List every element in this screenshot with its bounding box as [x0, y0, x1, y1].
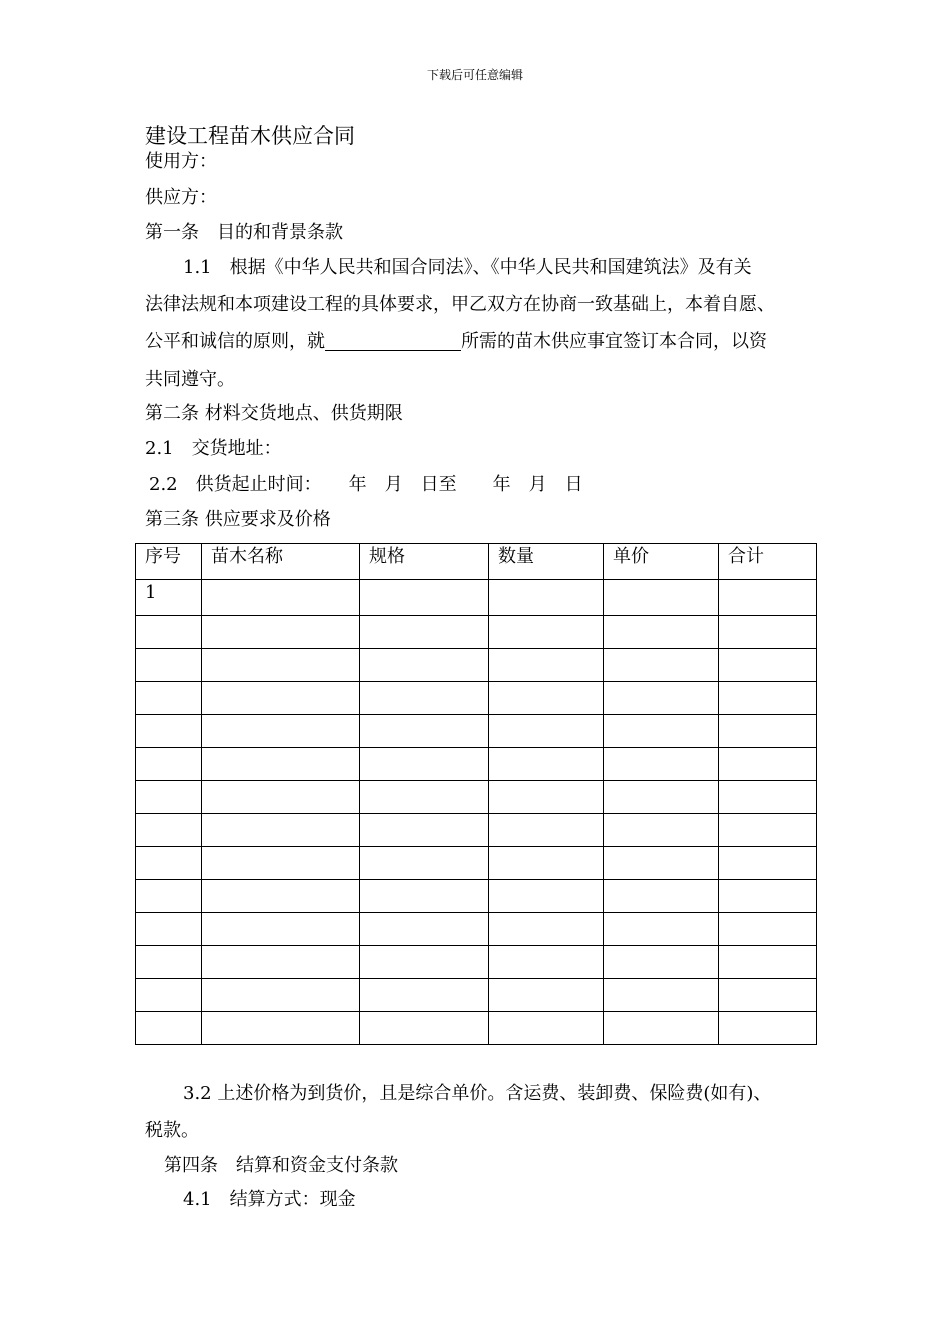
table-row: [136, 913, 817, 946]
table-cell: 1: [136, 580, 202, 616]
table-cell: [202, 979, 360, 1012]
table-row: [136, 715, 817, 748]
table-cell: [202, 649, 360, 682]
project-name-blank: [325, 332, 461, 351]
document-title: 建设工程苗木供应合同: [145, 124, 355, 148]
table-header-cell: 单价: [604, 544, 719, 580]
table-cell: [719, 913, 817, 946]
table-row: [136, 616, 817, 649]
clause-4-1: 4.1 结算方式：现金: [183, 1189, 356, 1210]
table-cell: [604, 748, 719, 781]
table-row: [136, 946, 817, 979]
table-cell: [489, 580, 604, 616]
table-cell: [604, 616, 719, 649]
table-cell: [202, 847, 360, 880]
table-cell: [719, 847, 817, 880]
table-cell: [489, 682, 604, 715]
table-cell: [202, 715, 360, 748]
table-row: [136, 880, 817, 913]
table-cell: [604, 649, 719, 682]
table-cell: [136, 880, 202, 913]
table-cell: [719, 880, 817, 913]
table-cell: [489, 649, 604, 682]
table-row: [136, 649, 817, 682]
table-cell: [202, 880, 360, 913]
header-note: 下载后可任意编辑: [426, 68, 523, 82]
table-cell: [136, 649, 202, 682]
table-cell: [202, 580, 360, 616]
table-cell: [604, 946, 719, 979]
table-cell: [604, 979, 719, 1012]
table-header-row: [136, 544, 817, 580]
table-cell: [489, 880, 604, 913]
table-cell: [202, 1012, 360, 1045]
table-cell: [489, 1012, 604, 1045]
table-cell: [136, 1012, 202, 1045]
table-cell: [489, 748, 604, 781]
article-2-heading: 第二条 材料交货地点、供货期限: [145, 403, 403, 424]
table-row: [136, 580, 817, 616]
table-cell: [604, 880, 719, 913]
table-cell: [719, 781, 817, 814]
table-cell: [360, 979, 489, 1012]
clause-1-1-line4: 共同遵守。: [145, 369, 235, 390]
table-cell: [202, 814, 360, 847]
table-cell: [719, 1012, 817, 1045]
table-cell: [719, 946, 817, 979]
party-user-line: 使用方：: [145, 151, 217, 172]
table-row: [136, 1012, 817, 1045]
table-cell: [719, 649, 817, 682]
table-cell: [136, 682, 202, 715]
table-cell: [489, 616, 604, 649]
clause-3-2-line1: 3.2 上述价格为到货价，且是综合单价。含运费、装卸费、保险费(如有)、: [183, 1083, 772, 1104]
table-cell: [202, 682, 360, 715]
table-cell: [360, 913, 489, 946]
table-cell: [489, 913, 604, 946]
party-supplier-line: 供应方：: [145, 187, 217, 208]
table-header-cell: 数量: [489, 544, 604, 580]
table-header-cell: 苗木名称: [202, 544, 360, 580]
table-cell: [719, 616, 817, 649]
price-table-body: [136, 544, 817, 1045]
price-table: [135, 543, 817, 1045]
clause-1-1-line2: 法律法规和本项建设工程的具体要求，甲乙双方在协商一致基础上，本着自愿、: [145, 294, 775, 315]
table-cell: [360, 580, 489, 616]
clause-2-1: 2.1 交货地址：: [145, 438, 282, 459]
article-4-heading: 第四条 结算和资金支付条款: [164, 1155, 398, 1176]
clause-1-1-line3: [145, 330, 767, 354]
table-cell: [604, 715, 719, 748]
table-cell: [202, 913, 360, 946]
article-1-heading: 第一条 目的和背景条款: [145, 222, 343, 243]
table-cell: [360, 814, 489, 847]
table-cell: [360, 1012, 489, 1045]
table-cell: [360, 781, 489, 814]
table-cell: [604, 1012, 719, 1045]
table-cell: [360, 748, 489, 781]
table-row: [136, 847, 817, 880]
clause-3-2-line2: 税款。: [145, 1120, 199, 1141]
table-cell: [360, 715, 489, 748]
table-cell: [360, 880, 489, 913]
article-3-heading: 第三条 供应要求及价格: [145, 509, 331, 530]
table-cell: [202, 781, 360, 814]
table-header-cell: 合计: [719, 544, 817, 580]
table-cell: [604, 682, 719, 715]
table-header-cell: 序号: [136, 544, 202, 580]
table-cell: [136, 781, 202, 814]
table-row: [136, 979, 817, 1012]
table-cell: [360, 682, 489, 715]
table-cell: [719, 715, 817, 748]
table-cell: [360, 946, 489, 979]
table-cell: [719, 682, 817, 715]
clause-1-1-line3-part1: 公平和诚信的原则，就: [145, 331, 325, 352]
table-cell: [604, 814, 719, 847]
table-row: [136, 814, 817, 847]
table-cell: [360, 616, 489, 649]
clause-1-1-line1: 1.1 根据《中华人民共和国合同法》、《中华人民共和国建筑法》及有关: [183, 257, 752, 278]
table-cell: [136, 979, 202, 1012]
table-cell: [719, 979, 817, 1012]
table-header-cell: 规格: [360, 544, 489, 580]
clause-2-2: 2.2 供货起止时间： 年 月 日至 年 月 日: [149, 474, 583, 495]
table-cell: [604, 913, 719, 946]
table-cell: [136, 715, 202, 748]
table-cell: [489, 979, 604, 1012]
table-cell: [719, 580, 817, 616]
table-cell: [360, 847, 489, 880]
clause-1-1-line3-part2: 所需的苗木供应事宜签订本合同，以资: [461, 331, 767, 352]
table-cell: [489, 715, 604, 748]
table-cell: [202, 946, 360, 979]
table-cell: [136, 847, 202, 880]
table-cell: [719, 748, 817, 781]
table-cell: [604, 580, 719, 616]
table-cell: [202, 616, 360, 649]
table-row: [136, 748, 817, 781]
table-cell: [360, 649, 489, 682]
table-cell: [489, 814, 604, 847]
table-row: [136, 781, 817, 814]
table-row: [136, 682, 817, 715]
table-cell: [604, 847, 719, 880]
table-cell: [136, 946, 202, 979]
table-cell: [136, 748, 202, 781]
table-cell: [719, 814, 817, 847]
table-cell: [489, 781, 604, 814]
table-cell: [489, 847, 604, 880]
table-cell: [604, 781, 719, 814]
table-cell: [136, 616, 202, 649]
table-cell: [202, 748, 360, 781]
table-cell: [136, 913, 202, 946]
table-cell: [489, 946, 604, 979]
table-cell: [136, 814, 202, 847]
